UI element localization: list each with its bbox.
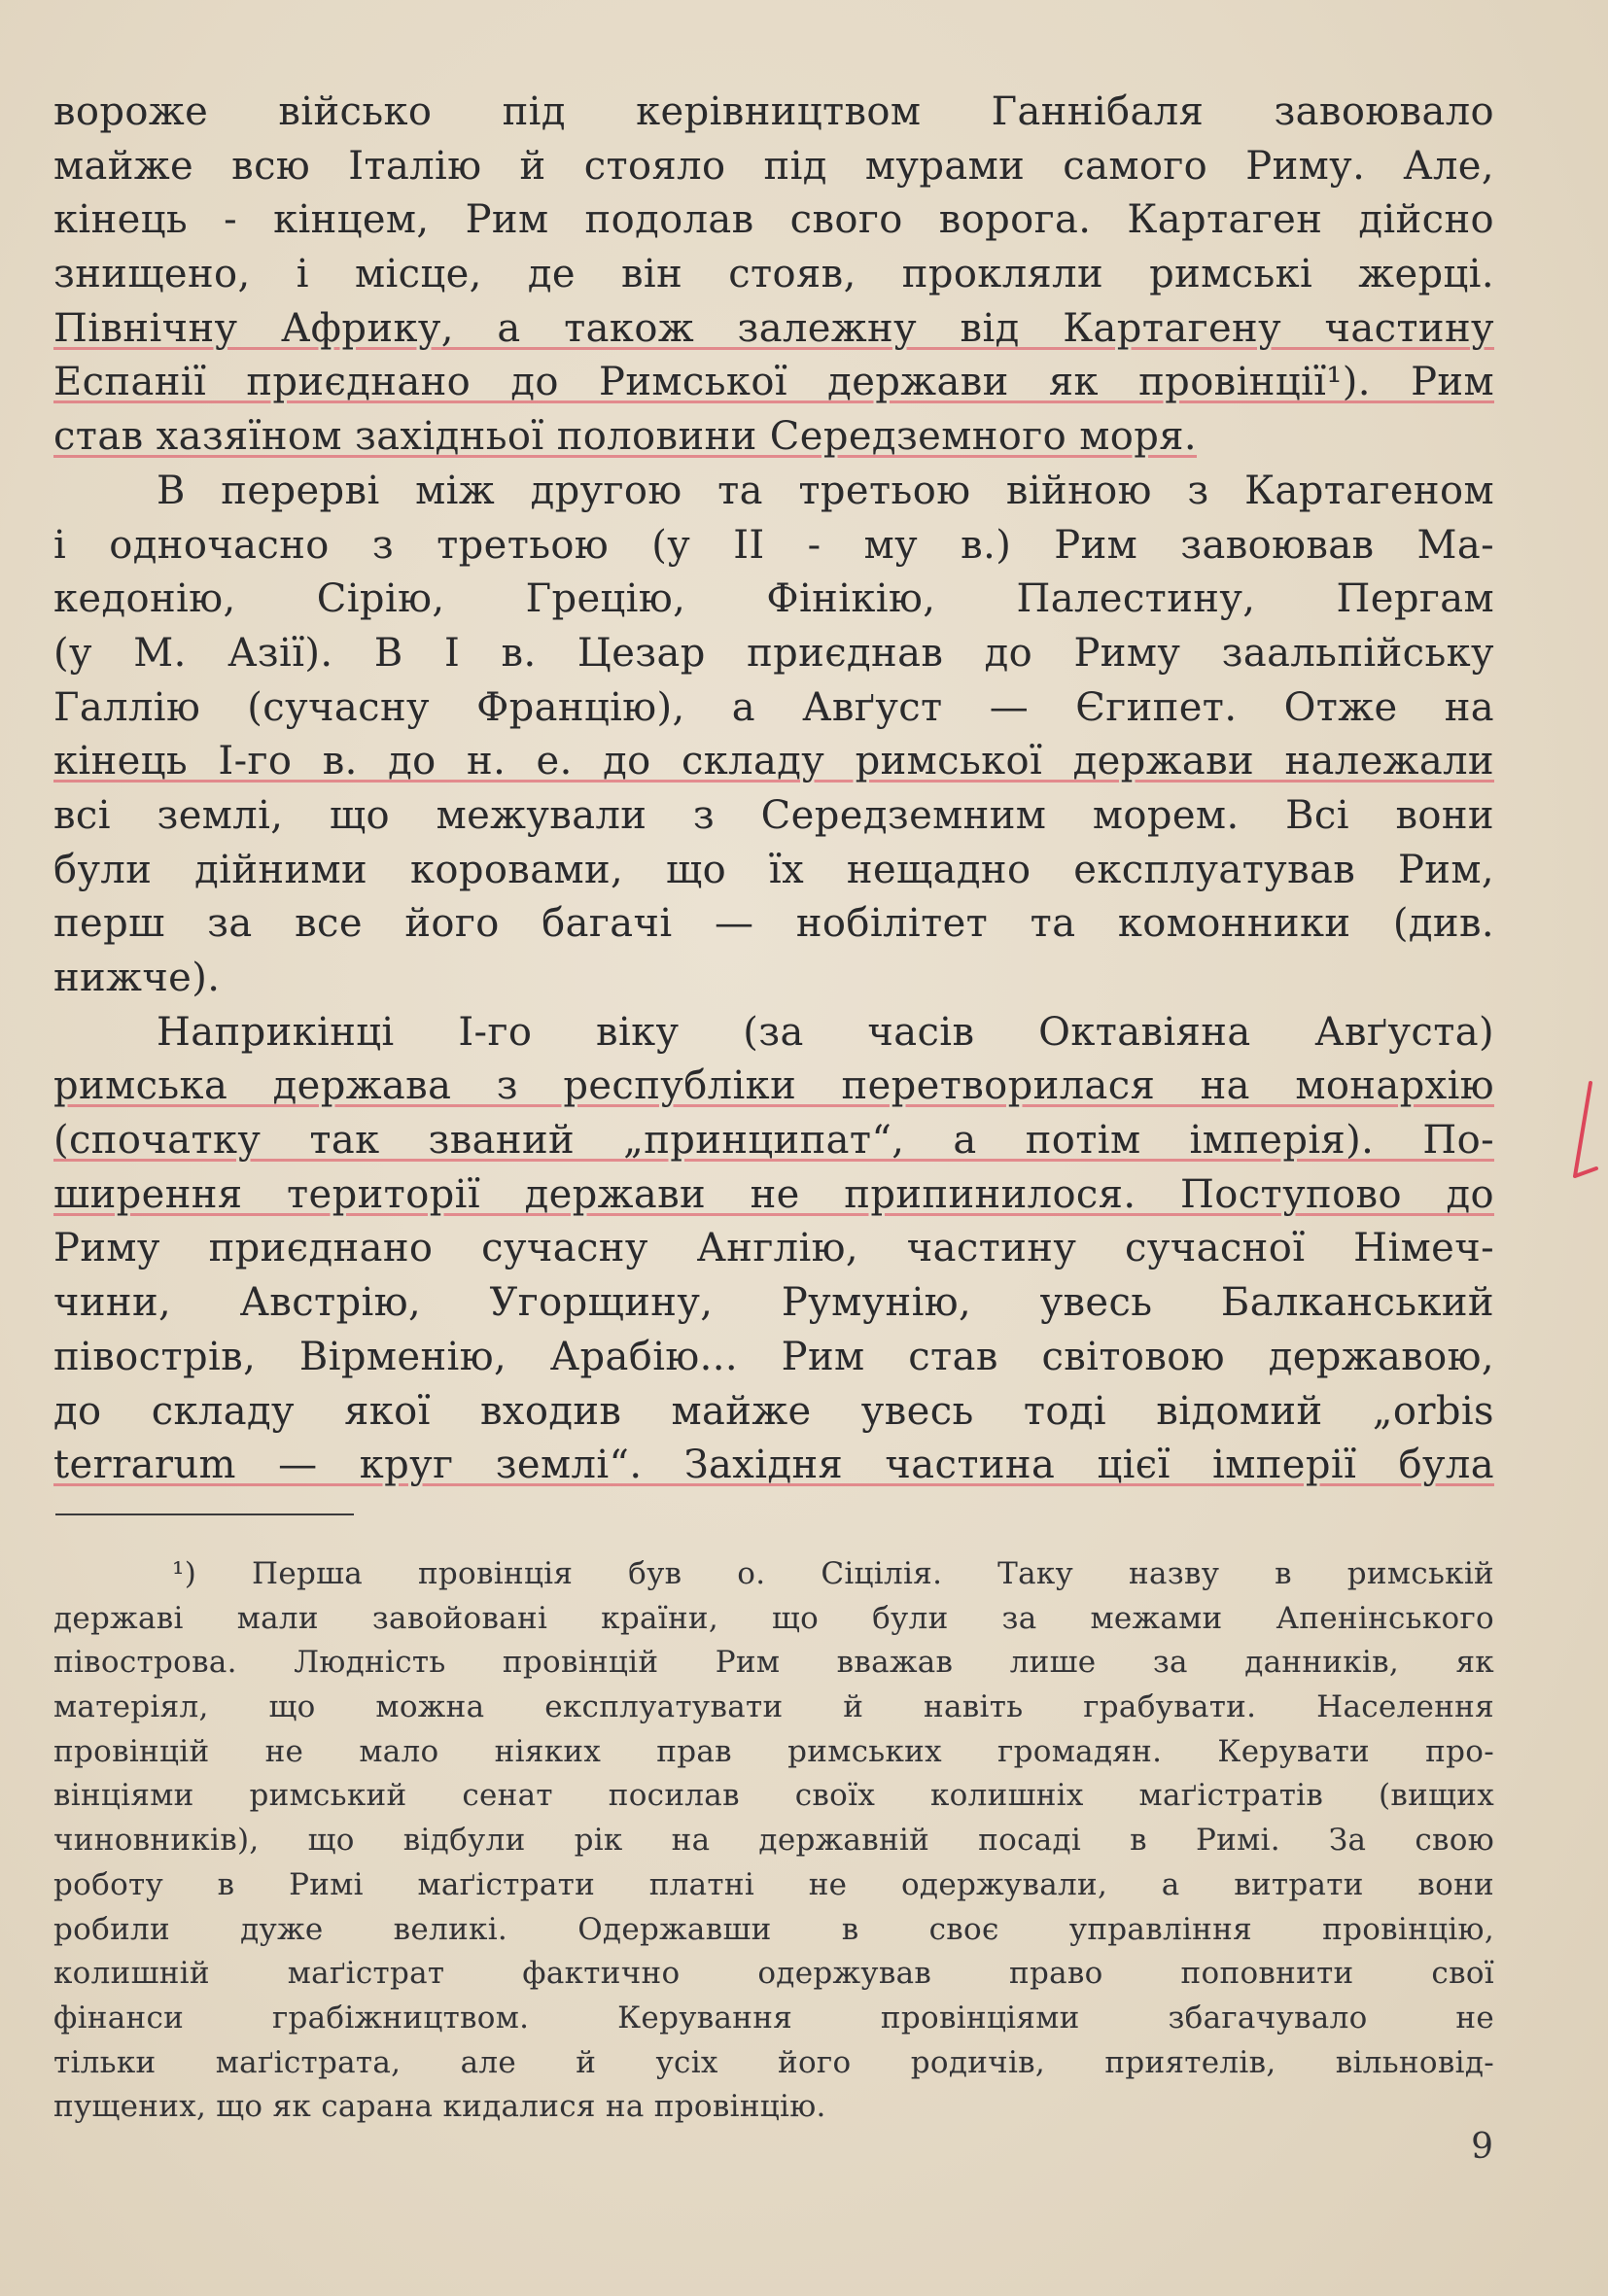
- text-line: став хазяїном західньої половини Середземного моря.: [53, 414, 1197, 460]
- text-line: Північну Африку, а також залежну від Картагену частину: [53, 305, 1494, 351]
- footnote-line: півострова. Людність провінцій Рим вважав лише за данників, як: [53, 1645, 1494, 1681]
- text-line: Галлію (сучасну Францію), а Авґуст — Єгипет. Отже на: [53, 684, 1494, 730]
- footnote-block: [53, 1552, 1494, 2130]
- text-line: кедонію, Сірію, Грецію, Фінікію, Палестину, Пергам: [53, 576, 1494, 622]
- text-line: всі землі, що межували з Середземним морем. Всі вони: [53, 792, 1494, 838]
- text-line: півострів, Вірменію, Арабію... Рим став світовою державою,: [53, 1334, 1494, 1379]
- text-line: перш за все його багачі — нобілітет та комонники (див.: [53, 901, 1494, 947]
- footnote-line: колишній маґістрат фактично одержував право поповнити свої: [53, 1956, 1494, 1992]
- text-line: terrarum — круг землі“. Західня частина цієї імперії була: [53, 1443, 1494, 1488]
- text-line: (спочатку так званий „принципат“, а потім імперія). По-: [53, 1118, 1494, 1164]
- text-line: ширення території держави не припинилося. Поступово до: [53, 1171, 1494, 1217]
- text-line: знищено, і місце, де він стояв, прокляли римські жерці.: [53, 252, 1494, 297]
- main-text-block: [53, 86, 1494, 1493]
- footnote-line: робили дуже великі. Одержавши в своє управління провінцію,: [53, 1911, 1494, 1947]
- footnote-divider: [55, 1513, 354, 1515]
- footnote-line: тільки маґістрата, але й усіх його родичів, приятелів, вільновід-: [53, 2044, 1494, 2080]
- footnote-line: роботу в Римі маґістрати платні не одержували, а витрати вони: [53, 1866, 1494, 1902]
- text-line: і одночасно з третьою (у II - му в.) Рим завоював Ма-: [53, 522, 1494, 568]
- footnote-line: ¹) Перша провінція був о. Сіцілія. Таку назву в римській: [172, 1556, 1494, 1591]
- text-line: Риму приєднано сучасну Англію, частину сучасної Німеч-: [53, 1226, 1494, 1271]
- text-line: римська держава з республіки перетворилася на монархію: [53, 1063, 1494, 1109]
- text-line: (у М. Азії). В I в. Цезар приєднав до Риму заальпійську: [53, 630, 1494, 676]
- text-line: В перерві між другою та третьою війною з Картагеном: [157, 468, 1494, 513]
- text-line: чини, Австрію, Угорщину, Румунію, увесь Балканський: [53, 1280, 1494, 1326]
- margin-pencil-mark-icon: [1561, 1079, 1600, 1196]
- text-line: кінець I-го в. до н. е. до складу римської держави належали: [53, 739, 1494, 784]
- text-line: були дійними коровами, що їх нещадно експлуатував Рим,: [53, 847, 1494, 892]
- text-line: до складу якої входив майже увесь тоді відомий „orbis: [53, 1388, 1494, 1434]
- footnote-line: провінцій не мало ніяких прав римських громадян. Керувати про-: [53, 1733, 1494, 1769]
- footnote-line: вінціями римський сенат посилав своїх колишніх маґістратів (вищих: [53, 1778, 1494, 1814]
- footnote-line: матеріял, що можна експлуатувати й навіть грабувати. Населення: [53, 1689, 1494, 1725]
- text-line: вороже військо під керівництвом Ганнібаля завоювало: [53, 89, 1494, 134]
- text-line: Еспанії приєднано до Римської держави як провінції¹). Рим: [53, 360, 1494, 405]
- page-number: 9: [1471, 2127, 1493, 2167]
- footnote-line: пущених, що як сарана кидалися на провінцію.: [53, 2089, 826, 2125]
- text-line: нижче).: [53, 956, 221, 1000]
- text-line: кінець - кінцем, Рим подолав свого ворога. Картаген дійсно: [53, 197, 1494, 243]
- footnote-line: чиновників), що відбули рік на державній посаді в Римі. За свою: [53, 1823, 1494, 1859]
- footnote-line: державі мали завойовані країни, що були за межами Апенінського: [53, 1600, 1494, 1636]
- text-line: Наприкінці I-го віку (за часів Октавіяна Авґуста): [157, 1009, 1494, 1055]
- footnote-line: фінанси грабіжництвом. Керування провінціями збагачувало не: [53, 2000, 1494, 2035]
- text-line: майже всю Італію й стояло під мурами самого Риму. Але,: [53, 143, 1494, 189]
